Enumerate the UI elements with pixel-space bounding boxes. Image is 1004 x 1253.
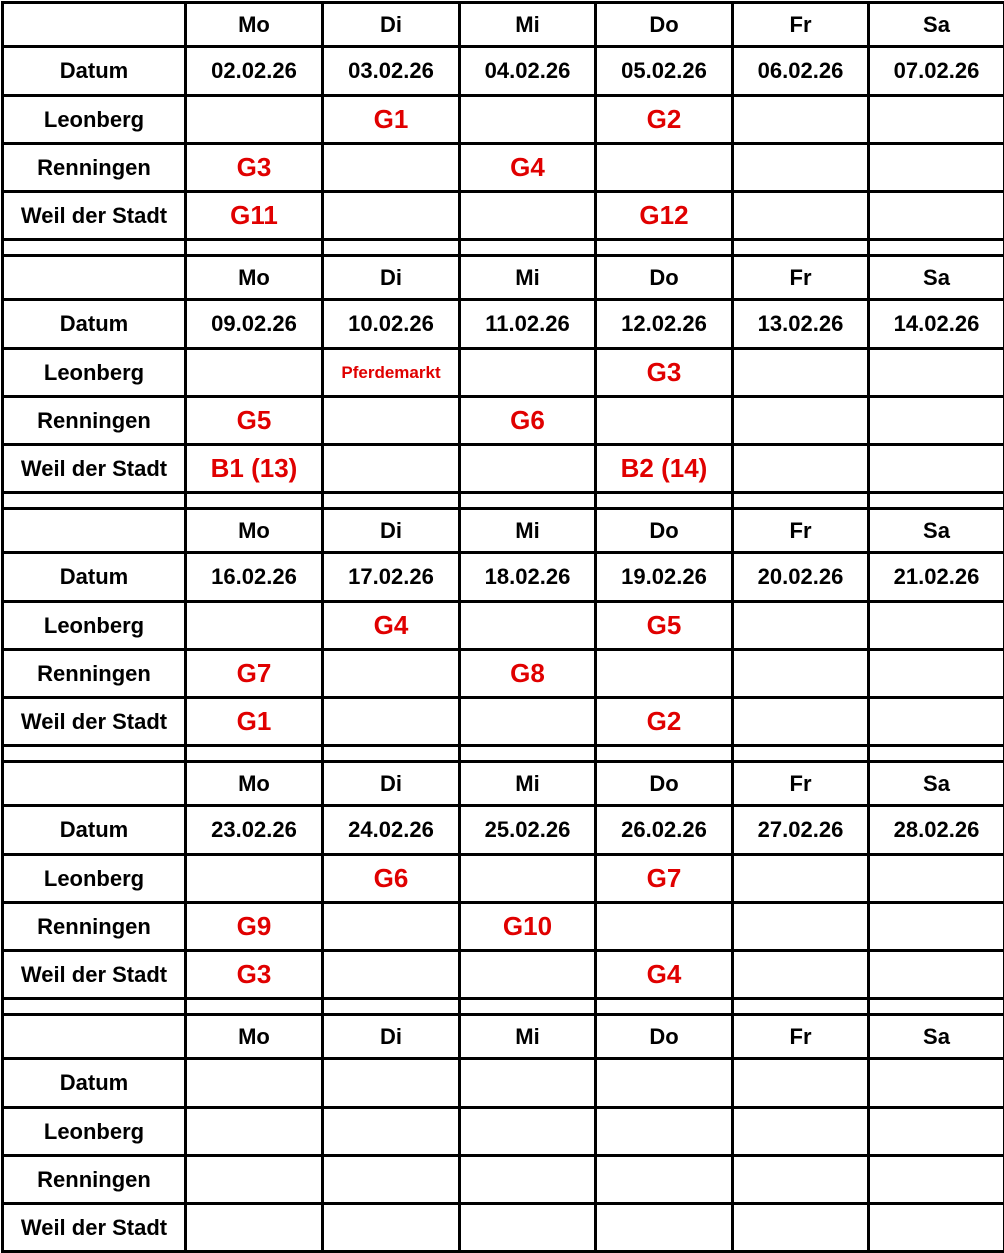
corner-cell bbox=[3, 509, 186, 553]
location-row-renningen bbox=[3, 144, 1004, 192]
location-row-weil-der-stadt bbox=[3, 951, 1004, 999]
schedule-entry bbox=[733, 855, 869, 903]
schedule-table bbox=[1, 1, 1004, 1253]
schedule-entry bbox=[733, 698, 869, 746]
spacer-cell bbox=[3, 999, 186, 1015]
location-label: Leonberg bbox=[3, 349, 186, 397]
spacer-cell bbox=[460, 999, 596, 1015]
spacer-cell bbox=[323, 493, 460, 509]
date-cell: 16.02.26 bbox=[186, 553, 323, 602]
location-row-leonberg bbox=[3, 96, 1004, 144]
schedule-entry: G7 bbox=[596, 855, 733, 903]
date-cell bbox=[596, 1059, 733, 1108]
location-row-weil-der-stadt bbox=[3, 445, 1004, 493]
schedule-entry: G5 bbox=[186, 397, 323, 445]
schedule-entry: G3 bbox=[186, 144, 323, 192]
day-header: Do bbox=[596, 3, 733, 47]
location-row-weil-der-stadt bbox=[3, 192, 1004, 240]
day-header: Sa bbox=[869, 3, 1004, 47]
date-cell bbox=[869, 1059, 1004, 1108]
day-header-row bbox=[3, 509, 1004, 553]
schedule-entry bbox=[186, 1204, 323, 1252]
schedule-entry: G2 bbox=[596, 96, 733, 144]
location-label: Renningen bbox=[3, 144, 186, 192]
location-label: Renningen bbox=[3, 650, 186, 698]
schedule-entry: G4 bbox=[460, 144, 596, 192]
spacer-cell bbox=[869, 746, 1004, 762]
schedule-entry bbox=[460, 698, 596, 746]
date-cell: 07.02.26 bbox=[869, 47, 1004, 96]
date-cell: 17.02.26 bbox=[323, 553, 460, 602]
schedule-entry bbox=[460, 602, 596, 650]
date-cell: 13.02.26 bbox=[733, 300, 869, 349]
spacer-cell bbox=[460, 493, 596, 509]
day-header-row bbox=[3, 1015, 1004, 1059]
day-header: Mi bbox=[460, 3, 596, 47]
day-header: Mi bbox=[460, 1015, 596, 1059]
schedule-entry bbox=[186, 349, 323, 397]
schedule-entry bbox=[869, 96, 1004, 144]
schedule-entry bbox=[460, 349, 596, 397]
spacer-cell bbox=[460, 746, 596, 762]
schedule-entry: G9 bbox=[186, 903, 323, 951]
date-cell bbox=[733, 1059, 869, 1108]
date-cell: 28.02.26 bbox=[869, 806, 1004, 855]
location-label: Weil der Stadt bbox=[3, 445, 186, 493]
schedule-entry: G1 bbox=[323, 96, 460, 144]
schedule-entry: B2 (14) bbox=[596, 445, 733, 493]
location-row-weil-der-stadt bbox=[3, 1204, 1004, 1252]
schedule-entry bbox=[323, 903, 460, 951]
location-label: Leonberg bbox=[3, 1108, 186, 1156]
date-cell: 18.02.26 bbox=[460, 553, 596, 602]
schedule-entry bbox=[733, 144, 869, 192]
date-cell: 11.02.26 bbox=[460, 300, 596, 349]
day-header: Fr bbox=[733, 509, 869, 553]
date-cell: 25.02.26 bbox=[460, 806, 596, 855]
schedule-entry bbox=[869, 698, 1004, 746]
date-cell bbox=[460, 1059, 596, 1108]
day-header: Mo bbox=[186, 509, 323, 553]
schedule-entry bbox=[323, 397, 460, 445]
schedule-entry bbox=[460, 951, 596, 999]
date-cell: 02.02.26 bbox=[186, 47, 323, 96]
schedule-entry bbox=[733, 96, 869, 144]
schedule-entry bbox=[596, 397, 733, 445]
schedule-entry bbox=[323, 1204, 460, 1252]
date-cell: 23.02.26 bbox=[186, 806, 323, 855]
date-cell: 19.02.26 bbox=[596, 553, 733, 602]
location-row-renningen bbox=[3, 397, 1004, 445]
date-cell: 04.02.26 bbox=[460, 47, 596, 96]
date-row bbox=[3, 47, 1004, 96]
schedule-entry bbox=[323, 1156, 460, 1204]
day-header: Fr bbox=[733, 3, 869, 47]
schedule-entry bbox=[869, 397, 1004, 445]
schedule-entry: G6 bbox=[460, 397, 596, 445]
schedule-entry bbox=[323, 1108, 460, 1156]
day-header: Mo bbox=[186, 1015, 323, 1059]
date-row-label: Datum bbox=[3, 300, 186, 349]
schedule-entry bbox=[323, 144, 460, 192]
date-cell: 27.02.26 bbox=[733, 806, 869, 855]
spacer-cell bbox=[869, 493, 1004, 509]
week-spacer-row bbox=[3, 999, 1004, 1015]
schedule-entry bbox=[733, 1156, 869, 1204]
date-cell: 06.02.26 bbox=[733, 47, 869, 96]
day-header: Mi bbox=[460, 509, 596, 553]
schedule-entry bbox=[186, 96, 323, 144]
schedule-entry: Pferdemarkt bbox=[323, 349, 460, 397]
schedule-entry bbox=[869, 602, 1004, 650]
location-label: Weil der Stadt bbox=[3, 951, 186, 999]
date-cell: 24.02.26 bbox=[323, 806, 460, 855]
schedule-entry: G2 bbox=[596, 698, 733, 746]
schedule-entry: B1 (13) bbox=[186, 445, 323, 493]
schedule-entry: G7 bbox=[186, 650, 323, 698]
schedule-entry bbox=[323, 698, 460, 746]
location-label: Renningen bbox=[3, 903, 186, 951]
schedule-entry bbox=[596, 1108, 733, 1156]
spacer-cell bbox=[869, 240, 1004, 256]
schedule-entry bbox=[460, 1108, 596, 1156]
location-row-renningen bbox=[3, 903, 1004, 951]
schedule-entry bbox=[733, 650, 869, 698]
day-header: Sa bbox=[869, 256, 1004, 300]
week-spacer-row bbox=[3, 240, 1004, 256]
schedule-entry bbox=[460, 445, 596, 493]
day-header-row bbox=[3, 256, 1004, 300]
schedule-entry bbox=[869, 855, 1004, 903]
day-header: Sa bbox=[869, 1015, 1004, 1059]
spacer-cell bbox=[596, 240, 733, 256]
schedule-entry bbox=[186, 602, 323, 650]
schedule-entry bbox=[733, 602, 869, 650]
week-spacer-row bbox=[3, 493, 1004, 509]
location-label: Weil der Stadt bbox=[3, 192, 186, 240]
location-row-leonberg bbox=[3, 855, 1004, 903]
day-header: Do bbox=[596, 509, 733, 553]
day-header: Mo bbox=[186, 256, 323, 300]
spacer-cell bbox=[869, 999, 1004, 1015]
day-header: Do bbox=[596, 256, 733, 300]
location-row-leonberg bbox=[3, 1108, 1004, 1156]
date-row-label: Datum bbox=[3, 806, 186, 855]
schedule-entry: G1 bbox=[186, 698, 323, 746]
date-cell: 10.02.26 bbox=[323, 300, 460, 349]
schedule-entry bbox=[323, 192, 460, 240]
date-cell: 20.02.26 bbox=[733, 553, 869, 602]
location-label: Leonberg bbox=[3, 96, 186, 144]
schedule-entry bbox=[596, 144, 733, 192]
spacer-cell bbox=[733, 240, 869, 256]
schedule-entry: G3 bbox=[596, 349, 733, 397]
schedule-entry bbox=[460, 855, 596, 903]
location-label: Weil der Stadt bbox=[3, 1204, 186, 1252]
schedule-entry bbox=[596, 650, 733, 698]
schedule-entry bbox=[460, 192, 596, 240]
spacer-cell bbox=[733, 999, 869, 1015]
schedule-body bbox=[3, 3, 1004, 1252]
spacer-cell bbox=[3, 240, 186, 256]
schedule-entry bbox=[460, 1156, 596, 1204]
location-row-renningen bbox=[3, 1156, 1004, 1204]
location-row-renningen bbox=[3, 650, 1004, 698]
schedule-entry: G4 bbox=[596, 951, 733, 999]
spacer-cell bbox=[596, 999, 733, 1015]
schedule-entry bbox=[733, 951, 869, 999]
spacer-cell bbox=[3, 746, 186, 762]
day-header: Sa bbox=[869, 762, 1004, 806]
schedule-entry bbox=[186, 855, 323, 903]
schedule-entry bbox=[733, 445, 869, 493]
day-header: Do bbox=[596, 762, 733, 806]
date-cell bbox=[186, 1059, 323, 1108]
schedule-entry: G8 bbox=[460, 650, 596, 698]
schedule-entry bbox=[733, 903, 869, 951]
schedule-entry: G10 bbox=[460, 903, 596, 951]
schedule-entry bbox=[869, 903, 1004, 951]
spacer-cell bbox=[186, 999, 323, 1015]
schedule-entry bbox=[869, 445, 1004, 493]
spacer-cell bbox=[3, 493, 186, 509]
date-row bbox=[3, 300, 1004, 349]
date-row bbox=[3, 553, 1004, 602]
date-row-label: Datum bbox=[3, 553, 186, 602]
spacer-cell bbox=[733, 746, 869, 762]
schedule-entry bbox=[186, 1108, 323, 1156]
schedule-entry: G3 bbox=[186, 951, 323, 999]
schedule-entry bbox=[869, 951, 1004, 999]
spacer-cell bbox=[323, 999, 460, 1015]
day-header: Di bbox=[323, 762, 460, 806]
day-header: Di bbox=[323, 3, 460, 47]
schedule-entry bbox=[733, 1108, 869, 1156]
corner-cell bbox=[3, 1015, 186, 1059]
corner-cell bbox=[3, 3, 186, 47]
week-spacer-row bbox=[3, 746, 1004, 762]
schedule-entry: G11 bbox=[186, 192, 323, 240]
schedule-entry bbox=[733, 397, 869, 445]
date-cell: 26.02.26 bbox=[596, 806, 733, 855]
date-row bbox=[3, 806, 1004, 855]
schedule-entry: G12 bbox=[596, 192, 733, 240]
schedule-entry bbox=[869, 349, 1004, 397]
day-header: Di bbox=[323, 509, 460, 553]
day-header: Fr bbox=[733, 1015, 869, 1059]
spacer-cell bbox=[596, 493, 733, 509]
schedule-entry bbox=[869, 144, 1004, 192]
spacer-cell bbox=[186, 240, 323, 256]
spacer-cell bbox=[186, 493, 323, 509]
day-header: Do bbox=[596, 1015, 733, 1059]
location-row-leonberg bbox=[3, 602, 1004, 650]
day-header: Fr bbox=[733, 762, 869, 806]
schedule-entry bbox=[596, 903, 733, 951]
schedule-entry bbox=[323, 951, 460, 999]
schedule-entry bbox=[596, 1204, 733, 1252]
schedule-entry: G6 bbox=[323, 855, 460, 903]
day-header: Mi bbox=[460, 256, 596, 300]
location-row-weil-der-stadt bbox=[3, 698, 1004, 746]
location-label: Renningen bbox=[3, 1156, 186, 1204]
spacer-cell bbox=[323, 240, 460, 256]
location-label: Weil der Stadt bbox=[3, 698, 186, 746]
date-cell bbox=[323, 1059, 460, 1108]
date-row bbox=[3, 1059, 1004, 1108]
spacer-cell bbox=[186, 746, 323, 762]
location-label: Leonberg bbox=[3, 855, 186, 903]
date-cell: 03.02.26 bbox=[323, 47, 460, 96]
schedule-entry bbox=[460, 1204, 596, 1252]
location-label: Renningen bbox=[3, 397, 186, 445]
day-header: Di bbox=[323, 1015, 460, 1059]
schedule-entry bbox=[596, 1156, 733, 1204]
day-header: Mi bbox=[460, 762, 596, 806]
schedule-entry bbox=[323, 650, 460, 698]
schedule-entry bbox=[869, 1108, 1004, 1156]
schedule-entry: G4 bbox=[323, 602, 460, 650]
location-row-leonberg bbox=[3, 349, 1004, 397]
date-cell: 05.02.26 bbox=[596, 47, 733, 96]
schedule-entry bbox=[869, 1204, 1004, 1252]
schedule-entry bbox=[733, 1204, 869, 1252]
corner-cell bbox=[3, 762, 186, 806]
day-header: Mo bbox=[186, 3, 323, 47]
schedule-entry bbox=[733, 349, 869, 397]
date-cell: 21.02.26 bbox=[869, 553, 1004, 602]
spacer-cell bbox=[323, 746, 460, 762]
spacer-cell bbox=[596, 746, 733, 762]
date-cell: 14.02.26 bbox=[869, 300, 1004, 349]
day-header: Mo bbox=[186, 762, 323, 806]
schedule-entry: G5 bbox=[596, 602, 733, 650]
schedule-entry bbox=[869, 192, 1004, 240]
schedule-entry bbox=[733, 192, 869, 240]
corner-cell bbox=[3, 256, 186, 300]
spacer-cell bbox=[460, 240, 596, 256]
date-row-label: Datum bbox=[3, 47, 186, 96]
date-row-label: Datum bbox=[3, 1059, 186, 1108]
day-header-row bbox=[3, 762, 1004, 806]
day-header: Sa bbox=[869, 509, 1004, 553]
schedule-entry bbox=[460, 96, 596, 144]
schedule-entry bbox=[869, 1156, 1004, 1204]
location-label: Leonberg bbox=[3, 602, 186, 650]
spacer-cell bbox=[733, 493, 869, 509]
date-cell: 09.02.26 bbox=[186, 300, 323, 349]
schedule-entry bbox=[323, 445, 460, 493]
schedule-entry bbox=[186, 1156, 323, 1204]
schedule-entry bbox=[869, 650, 1004, 698]
day-header-row bbox=[3, 3, 1004, 47]
day-header: Di bbox=[323, 256, 460, 300]
date-cell: 12.02.26 bbox=[596, 300, 733, 349]
day-header: Fr bbox=[733, 256, 869, 300]
